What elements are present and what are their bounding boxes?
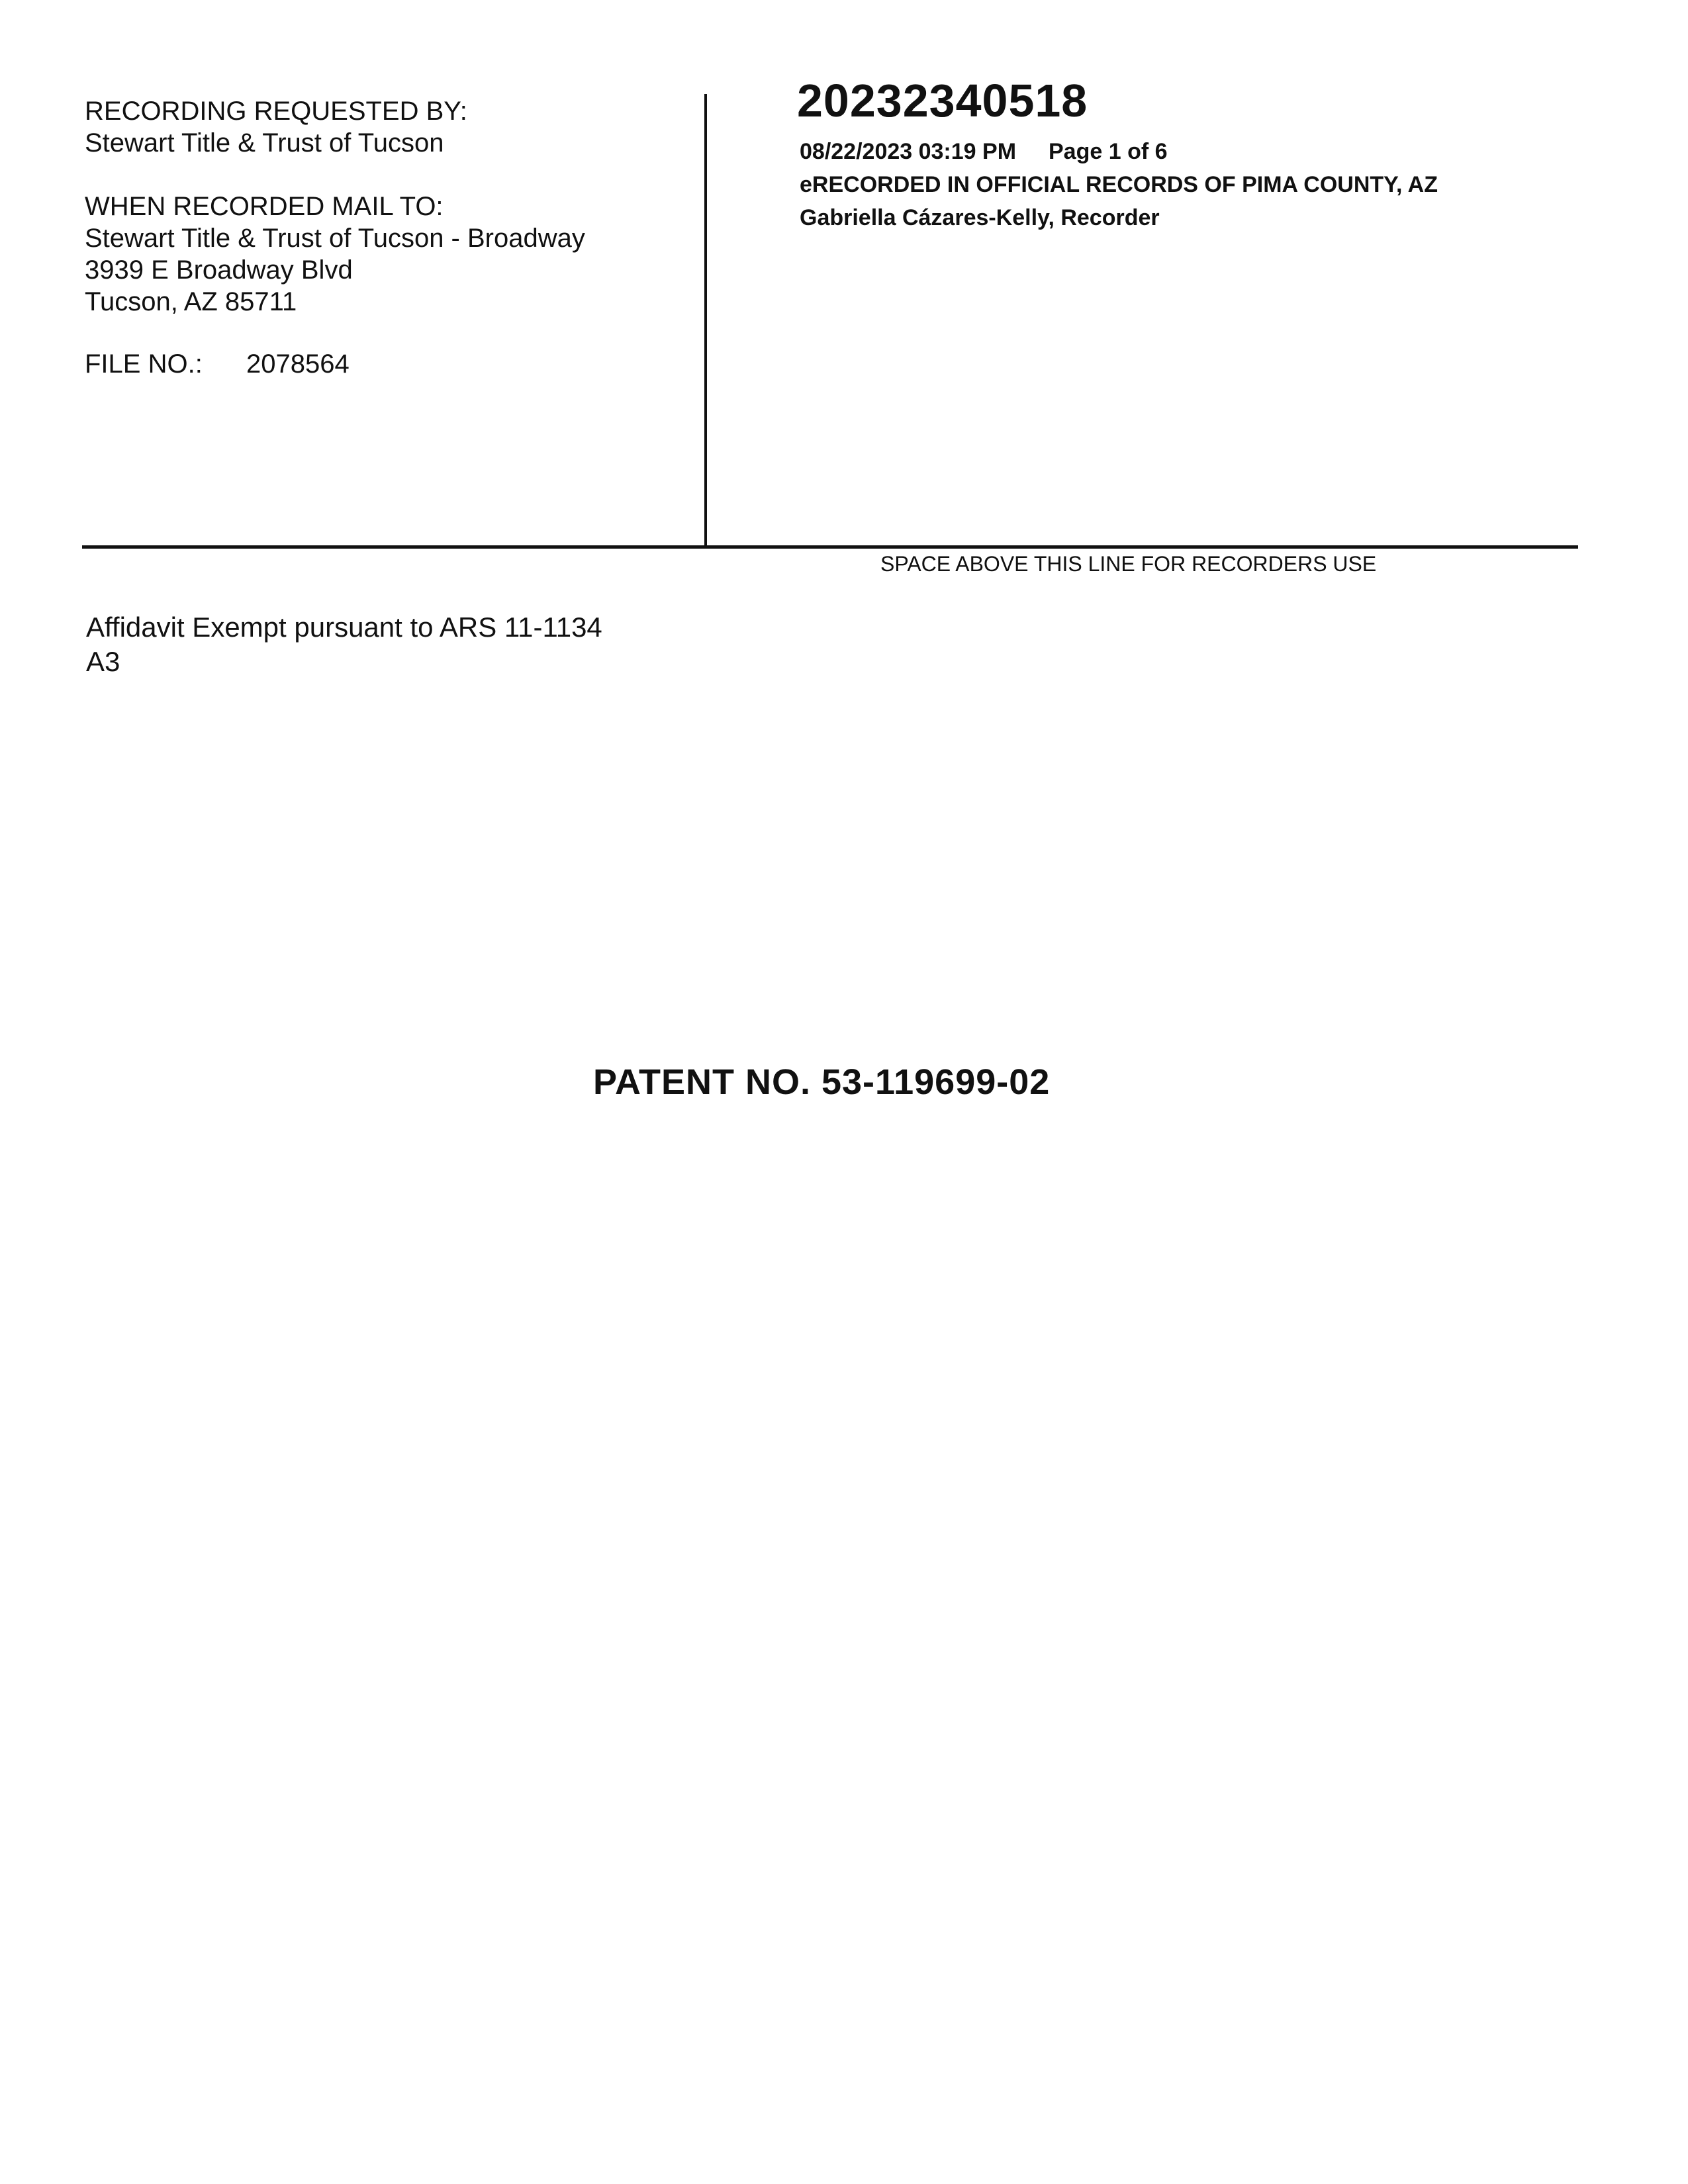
recorded-in: eRECORDED IN OFFICIAL RECORDS OF PIMA COUNTY, AZ xyxy=(800,172,1438,197)
recording-requested-label: RECORDING REQUESTED BY: xyxy=(85,97,467,126)
recording-requested-by: Stewart Title & Trust of Tucson xyxy=(85,128,444,158)
mail-to-name: Stewart Title & Trust of Tucson - Broadway xyxy=(85,224,585,253)
mail-to-street: 3939 E Broadway Blvd xyxy=(85,255,353,285)
space-above-note: SPACE ABOVE THIS LINE FOR RECORDERS USE xyxy=(880,552,1377,576)
document-number: 20232340518 xyxy=(797,75,1088,126)
file-no-label: FILE NO.: xyxy=(85,349,203,379)
affidavit-exempt-line: Affidavit Exempt pursuant to ARS 11-1134 xyxy=(86,612,602,643)
file-no-value: 2078564 xyxy=(246,349,350,379)
affidavit-code: A3 xyxy=(86,646,120,677)
patent-title: PATENT NO. 53-119699-02 xyxy=(593,1062,1051,1102)
header-vertical-divider xyxy=(704,94,707,548)
page-info: Page 1 of 6 xyxy=(1049,139,1168,164)
recorded-datetime: 08/22/2023 03:19 PM xyxy=(800,139,1017,164)
recorder-space-line xyxy=(82,545,1578,549)
mail-to-label: WHEN RECORDED MAIL TO: xyxy=(85,192,444,221)
mail-to-city: Tucson, AZ 85711 xyxy=(85,287,297,316)
recorder-name: Gabriella Cázares-Kelly, Recorder xyxy=(800,205,1160,230)
